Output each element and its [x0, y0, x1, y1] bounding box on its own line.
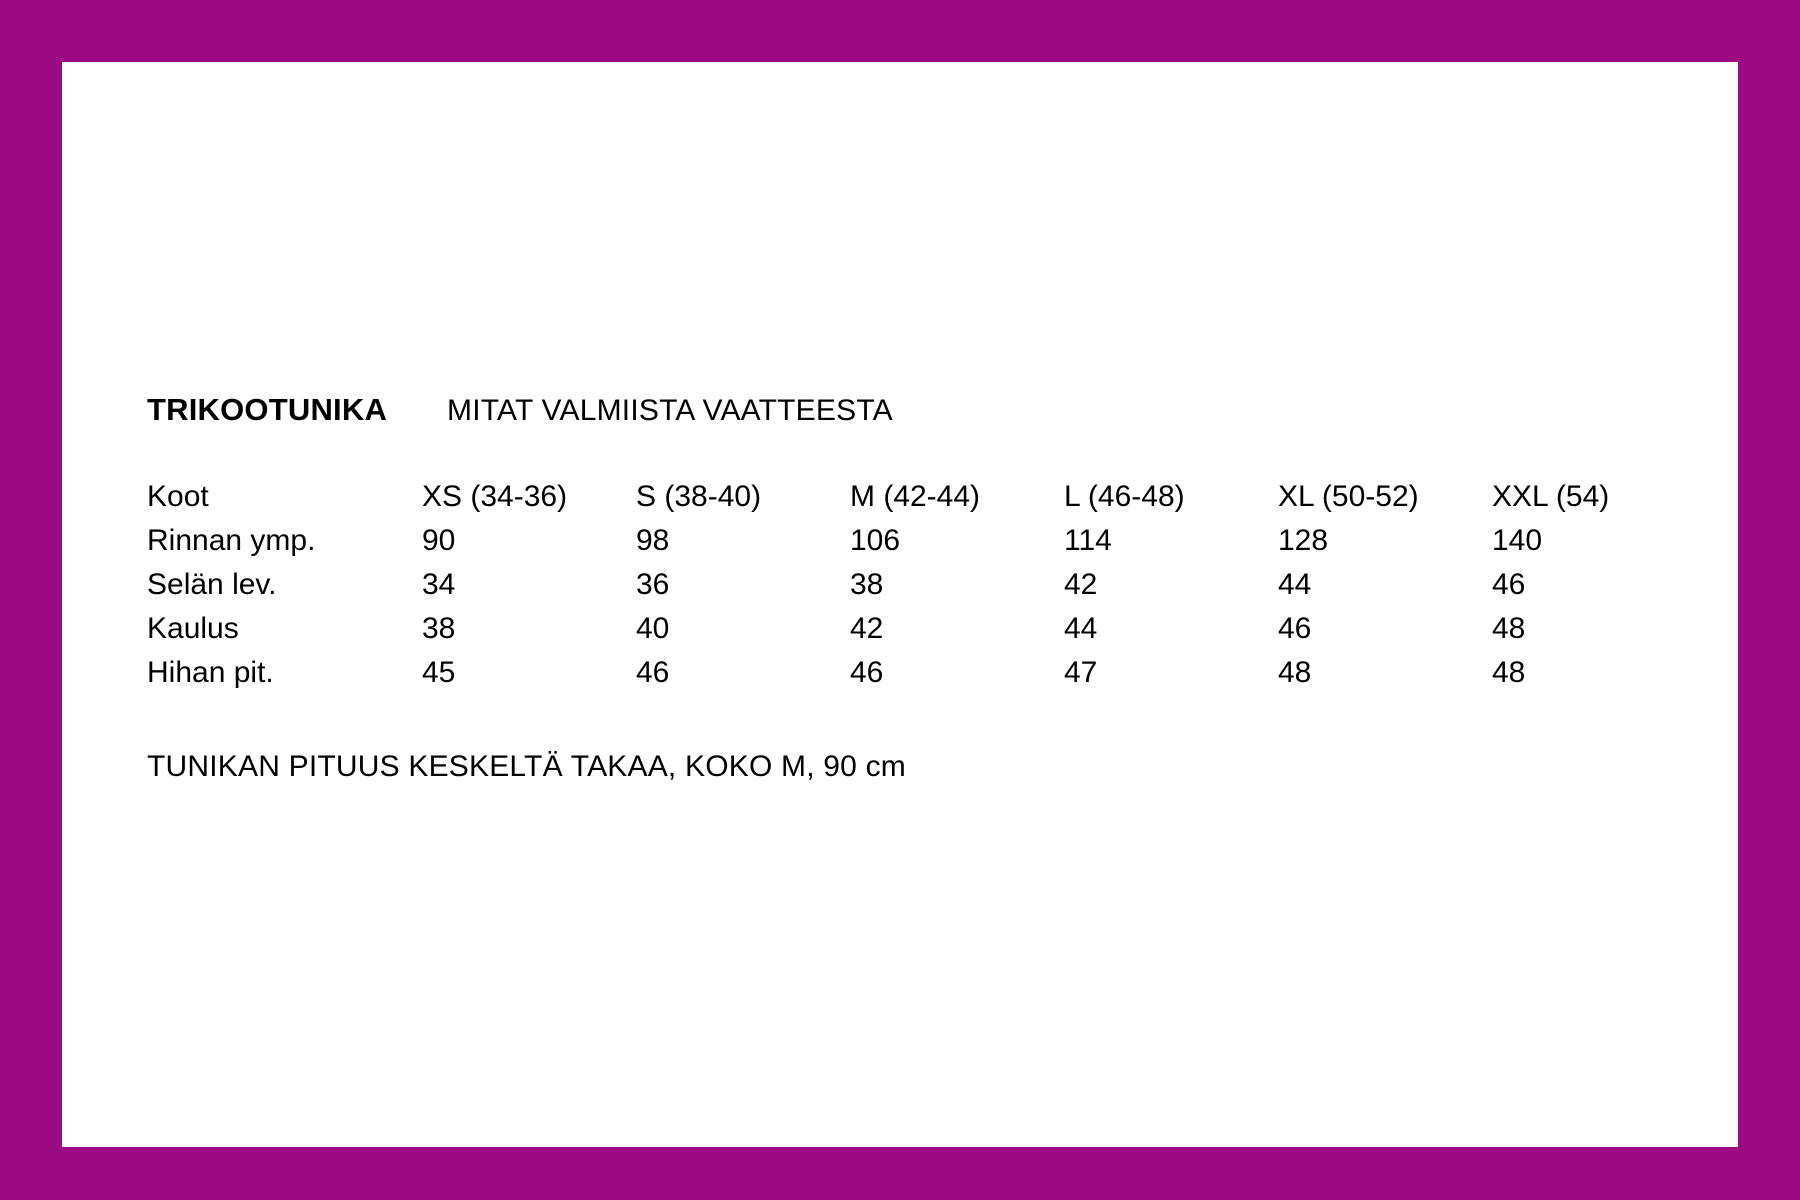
column-header-xxl: XXL (54) [1492, 480, 1610, 513]
cell-selan-lev-s: 36 [636, 568, 670, 601]
cell-kaulus-l: 44 [1064, 612, 1098, 645]
cell-rinnan-ymp-l: 114 [1064, 524, 1112, 557]
cell-kaulus-xl: 46 [1278, 612, 1312, 645]
cell-selan-lev-xl: 44 [1278, 568, 1312, 601]
cell-hihan-pit-xs: 45 [422, 656, 456, 689]
cell-selan-lev-m: 38 [850, 568, 884, 601]
row-label-kaulus: Kaulus [147, 612, 239, 645]
row-label-hihan-pit: Hihan pit. [147, 656, 274, 689]
cell-rinnan-ymp-xl: 128 [1278, 524, 1329, 557]
cell-hihan-pit-l: 47 [1064, 656, 1098, 689]
cell-kaulus-s: 40 [636, 612, 670, 645]
column-header-xl: XL (50-52) [1278, 480, 1419, 513]
cell-rinnan-ymp-m: 106 [850, 524, 901, 557]
row-label-selan-lev: Selän lev. [147, 568, 277, 601]
cell-kaulus-xxl: 48 [1492, 612, 1526, 645]
column-header-sizes: Koot [147, 480, 209, 513]
cell-hihan-pit-m: 46 [850, 656, 884, 689]
row-label-rinnan-ymp: Rinnan ymp. [147, 524, 316, 557]
footnote-text: TUNIKAN PITUUS KESKELTÄ TAKAA, KOKO M, 90 cm [147, 750, 906, 783]
cell-rinnan-ymp-s: 98 [636, 524, 670, 557]
column-header-m: M (42-44) [850, 480, 981, 513]
table-header-row [147, 480, 1609, 524]
table-row [147, 568, 1609, 612]
cell-selan-lev-xxl: 46 [1492, 568, 1526, 601]
column-header-l: L (46-48) [1064, 480, 1185, 513]
document-content [147, 392, 1667, 784]
document-header [147, 392, 1667, 428]
measurements-table [147, 480, 1609, 700]
cell-hihan-pit-xl: 48 [1278, 656, 1312, 689]
page-subtitle: MITAT VALMIISTA VAATTEESTA [447, 394, 893, 427]
column-header-xs: XS (34-36) [422, 480, 568, 513]
column-header-s: S (38-40) [636, 480, 762, 513]
cell-hihan-pit-s: 46 [636, 656, 670, 689]
document-page [62, 62, 1738, 1147]
cell-rinnan-ymp-xxl: 140 [1492, 524, 1543, 557]
table-row [147, 656, 1609, 700]
cell-kaulus-xs: 38 [422, 612, 456, 645]
table-row [147, 612, 1609, 656]
cell-rinnan-ymp-xs: 90 [422, 524, 456, 557]
page-title: TRIKOOTUNIKA [147, 392, 388, 427]
cell-selan-lev-xs: 34 [422, 568, 456, 601]
cell-selan-lev-l: 42 [1064, 568, 1098, 601]
cell-hihan-pit-xxl: 48 [1492, 656, 1526, 689]
cell-kaulus-m: 42 [850, 612, 884, 645]
table-row [147, 524, 1609, 568]
